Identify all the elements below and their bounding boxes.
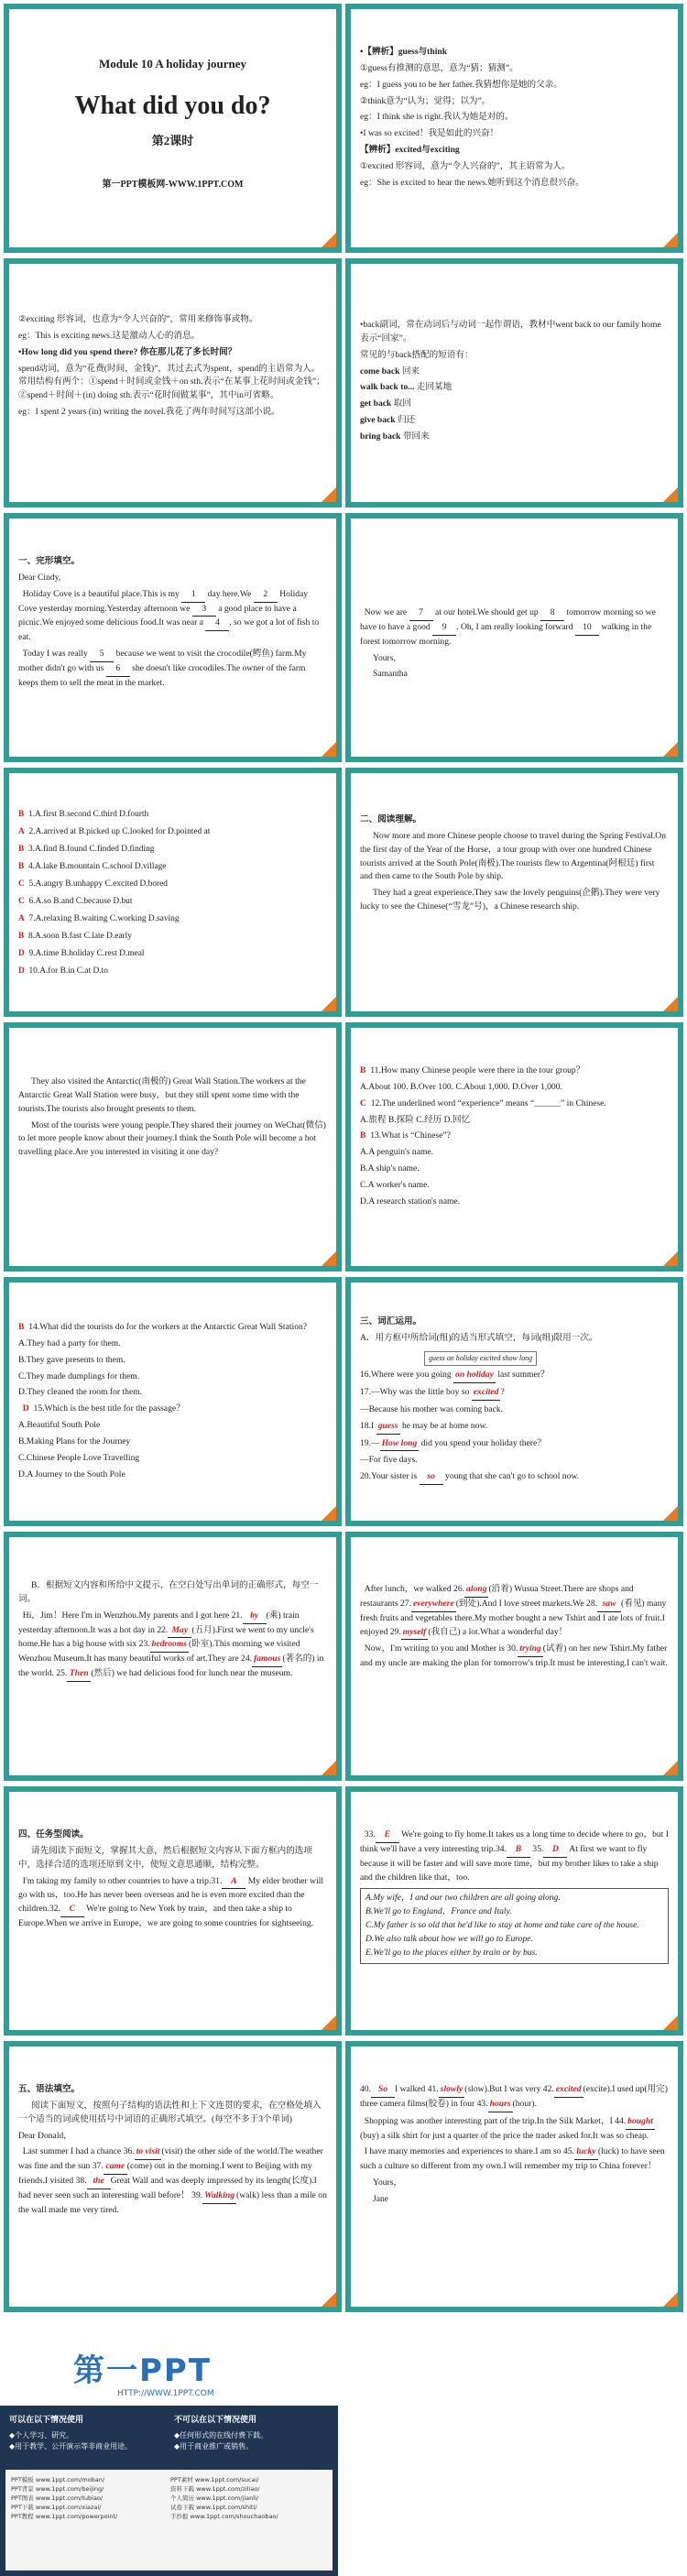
- corner-decoration: [663, 997, 678, 1011]
- phrase-item: give back 归还: [360, 415, 416, 426]
- question: D 15.Which is the best title for the passage？: [22, 1403, 185, 1414]
- allowed-title: 可以在以下情况使用: [9, 2416, 84, 2425]
- exercise: 20.Your sister is so young that she can't go to school now.: [360, 1470, 669, 1485]
- blank[interactable]: 7: [409, 606, 433, 621]
- signature: Jane: [373, 2194, 389, 2205]
- corner-decoration: [322, 487, 336, 502]
- answer-blank[interactable]: bought: [626, 2115, 655, 2130]
- blank[interactable]: 5: [90, 648, 114, 662]
- blank[interactable]: 9: [432, 621, 456, 636]
- corner-decoration: [663, 487, 678, 502]
- corner-decoration: [663, 742, 678, 757]
- passage: 40. So I walked 41. slowly (slow).But I was very 42. excited (excite).I used up(用完) three camera films(胶卷) in four 43. hours (hour).: [360, 2083, 669, 2112]
- answer-blank[interactable]: Then: [67, 1667, 91, 1682]
- forbidden-text: ◆任何形式的在线付费下载。 ◆用于商业推广或销售。: [174, 2430, 268, 2450]
- corner-decoration: [663, 1251, 678, 1266]
- option-row: C 6.A.so B.and C.because D.but: [18, 896, 133, 906]
- section-heading: 五、语法填空。: [18, 2084, 81, 2094]
- corner-decoration: [322, 2292, 336, 2307]
- site-label: 第一PPT模板网-WWW.1PPT.COM: [102, 179, 244, 190]
- slide-title[interactable]: [4, 4, 342, 253]
- option-row: B 1.A.first B.second C.third D.fourth: [18, 810, 149, 819]
- forbidden-column: [174, 2415, 330, 2452]
- text-line: 【辨析】excited与exciting: [360, 145, 460, 156]
- link-item[interactable]: 手抄报 www.1ppt.com/shouchaobao/: [170, 2513, 278, 2521]
- option: A.My wife，I and our two children are all going along.: [365, 1893, 561, 1904]
- answer-blank[interactable]: famous: [252, 1653, 282, 1667]
- blank[interactable]: 4: [205, 617, 229, 631]
- slide-task-reading-2[interactable]: [345, 1786, 683, 2036]
- option-row: D 10.A.for B.in C.at D.to: [18, 966, 108, 976]
- slide-cloze-1[interactable]: [4, 513, 342, 762]
- corner-decoration: [322, 742, 336, 757]
- answer-blank[interactable]: So: [371, 2083, 395, 2098]
- instruction: B．根据短文内容和所给中文提示，在空白处写出单词的正确形式，每空一词。: [18, 1580, 319, 1604]
- text-line: ②think意为“认为；觉得；以为”。: [360, 95, 491, 106]
- option-row: B 4.A.lake B.mountain C.school D.village: [18, 861, 167, 871]
- blank[interactable]: 8: [540, 606, 564, 621]
- option: E.We'll go to the places either by train or by bus.: [365, 1947, 538, 1958]
- passage: Shopping was another interesting part of the trip.In the Silk Market，I 44. bought(buy) a silk shirt for just a quarter of the price the trader asked for.It was so cheap.: [360, 2115, 653, 2141]
- corner-decoration: [322, 233, 336, 247]
- slide-reading-1[interactable]: [345, 768, 683, 1017]
- option: B.A ship's name.: [360, 1163, 420, 1174]
- slide-task-reading-1[interactable]: [4, 1786, 342, 2036]
- answer-blank[interactable]: to visit: [135, 2145, 162, 2160]
- corner-decoration: [322, 997, 336, 1011]
- phrase-item: walk back to... 走回某地: [360, 382, 453, 393]
- cloze-paragraph: Holiday Cove is a beautiful place.This is my 1 day here.We 2 Holiday Cove yesterday morning.Yesterday afternoon we 3 a good place to have a picnic.We enjoyed some delicious food.It was near a 4 , so we got a lot of fish to eat.: [18, 588, 320, 643]
- lesson-number: 第2课时: [151, 133, 194, 147]
- slide-vocabulary-b1[interactable]: [4, 1532, 342, 1781]
- question: B 14.What did the tourists do for the workers at the Antarctic Great Wall Station?: [18, 1322, 308, 1332]
- text-line: eg：I guess you to be her father.我猜想你是她的父亲。: [360, 79, 562, 90]
- text-line: •【辨析】guess与think: [360, 47, 448, 57]
- answer-blank[interactable]: slowly: [439, 2083, 465, 2098]
- answer-blank[interactable]: on holiday: [453, 1369, 496, 1383]
- link-item[interactable]: 试卷下载 www.1ppt.com/shiti/: [170, 2504, 257, 2512]
- slide-exciting-spend[interactable]: [4, 258, 342, 508]
- blank[interactable]: 2: [254, 588, 278, 603]
- text-line: ①guess有推测的意思，意为“猜；猜测”。: [360, 62, 518, 73]
- exercise: 17.—Why was the little boy so excited ?: [360, 1386, 669, 1401]
- question: B 11.How many Chinese people were there in the tour group？: [360, 1065, 585, 1075]
- phrase-item: come back 回来: [360, 366, 420, 377]
- word-box: guess on holiday excited show long: [424, 1351, 537, 1366]
- answer-blank[interactable]: E: [376, 1828, 399, 1843]
- option-row: A 7.A.relaxing B.waiting C.working D.saving: [18, 913, 180, 923]
- question: B 13.What is “Chinese”?: [360, 1130, 451, 1141]
- text-line: eg：I think she is right.我认为她是对的。: [360, 112, 514, 123]
- option-row: D 9.A.time B.holiday C.rest D.meal: [18, 948, 145, 958]
- question: C 12.The underlined word “experience” means “______” in Chinese.: [360, 1097, 606, 1108]
- text-line: eg：This is exciting news.这是激动人心的消息。: [18, 330, 201, 341]
- option-row: A 2.A.arrived at B.picked up C.looked for D.pointed at: [18, 826, 211, 836]
- slide-guess-think[interactable]: [345, 4, 683, 253]
- blank[interactable]: 3: [192, 603, 216, 617]
- link-item[interactable]: PPT模板 www.1ppt.com/moban/: [11, 2476, 105, 2483]
- corner-decoration: [663, 233, 678, 247]
- passage: Last summer I had a chance 36. to visit (visit) the other side of the world.The weather was fine and the sun 37. came (come) out in the morning.I went to Beijing with my friends.I visited 38. the Great Wall and was deeply impressed by its length(长度).I had never seen such an interesting wall before！ 39. Walking (walk) less than a mile on the wall made me very tired.: [18, 2146, 327, 2215]
- slide-reading-2[interactable]: [4, 1022, 342, 1272]
- options-box: [360, 1888, 669, 1963]
- intro-text: •back副词，常在动词后与动词一起作谓语，教材中went back to our family home表示“回家”。: [360, 320, 661, 344]
- link-item[interactable]: 个人简历 www.1ppt.com/jianli/: [170, 2494, 259, 2503]
- links-panel: [5, 2470, 333, 2571]
- text-line: eg：I spent 2 years (in) writing the novel.我花了两年时间写这部小说。: [18, 407, 280, 418]
- cloze-paragraph: Today I was really 5 because we went to visit the crocodile(鳄鱼) farm.My mother didn't go with us 6 she doesn't like crocodiles.The owner of the farm keeps them to sell the meat in the market.: [18, 649, 307, 688]
- reading-paragraph: Now more and more Chinese people choose to travel during the Spring Festival.On the first day of the Year of the Horse，a tour group with over one hundred Chinese tourists arrived at the South Pole(南极).The tourists flew to Argentina(阿根廷) first and then came to the South Pole by ship.: [360, 830, 666, 882]
- answer-blank[interactable]: How long: [380, 1437, 420, 1452]
- answer-blank[interactable]: bedrooms: [150, 1638, 189, 1653]
- passage: Now，I'm writing to you and Mother is 30. trying (试着) on her new Tshirt.My father and my uncle are making the plan for tomorrow's trip.It must be interesting.I can't wait.: [360, 1643, 668, 1669]
- section-heading: 三、词汇运用。: [360, 1316, 422, 1326]
- link-item[interactable]: PPT下载 www.1ppt.com/xiazai/: [11, 2504, 102, 2512]
- text-line: eg：She is excited to hear the news.她听到这个消息很兴奋。: [360, 177, 584, 188]
- answer-blank[interactable]: everywhere: [411, 1598, 456, 1612]
- reading-paragraph: They had a great experience.They saw the lovely penguins(企鹅).They were very lucky to see the Chinese(“雪龙”号)，a Chinese research ship.: [360, 888, 660, 912]
- answer-blank[interactable]: D: [543, 1843, 567, 1858]
- option: C.A worker's name.: [360, 1180, 430, 1191]
- blank[interactable]: 10: [575, 621, 599, 636]
- passage: I'm taking my family to other countries to have a trip.31. A My elder brother will go with us，too.He has never been overseas and he is even more excited than the children.32. C We're going to New York by train，and then take a ship to Europe.When we arrive in Europe，we are going to some countries for sightseeing.: [18, 1875, 324, 1929]
- allowed-text: ◆个人学习、研究。 ◆用于教学、公开演示等非商业用途。: [9, 2430, 133, 2450]
- link-item[interactable]: PPT教程 www.1ppt.com/powerpoint/: [11, 2513, 118, 2521]
- option: D.A research station's name.: [360, 1195, 461, 1206]
- option: C.Chinese People Love Travelling: [18, 1452, 140, 1463]
- exercise: —For five days.: [360, 1455, 418, 1466]
- text-line: •I was so excited！我是如此的兴奋！: [360, 128, 499, 139]
- corner-decoration: [663, 2292, 678, 2307]
- option: A.A penguin's name.: [360, 1147, 434, 1158]
- option-row: B 8.A.soon B.fast C.late D.early: [18, 931, 132, 941]
- answer-blank[interactable]: guess: [376, 1420, 400, 1435]
- cloze-paragraph: Now we are 7 at our hotel.We should get up 8 tomorrow morning so we have to have a good 9 . Oh, I am really looking forward 10 walking in the forest tomorrow morning.: [360, 607, 656, 647]
- option: B.They gave presents to them.: [18, 1354, 125, 1365]
- link-item[interactable]: 资料下载 www.1ppt.com/ziliao/: [170, 2485, 260, 2494]
- blank[interactable]: 1: [181, 588, 205, 603]
- reading-paragraph: They also visited the Antarctic(南极的) Great Wall Station.The workers at the Antarctic Great Wall Station were busy，but they still spent some time with the tourists.The tourists also brought presents to them.: [18, 1076, 306, 1114]
- brand-logo: 第一PPT: [73, 2352, 213, 2389]
- corner-decoration: [663, 1761, 678, 1775]
- option: C.My father is so old that he'd like to stay at home and take care of the house.: [365, 1920, 639, 1931]
- option: D.They cleaned the room for them.: [18, 1387, 143, 1398]
- link-item[interactable]: PPT背景 www.1ppt.com/beijing/: [11, 2485, 104, 2494]
- greeting: Dear Donald，: [18, 2130, 72, 2141]
- passage: 33. E We're going to fly home.It takes us a long time to decide where to go，but I think we'll have a very interesting trip.34. B 35. D At first we want to fly because it will be faster and will save more time，but my brother likes to take a ship and the children like that，too.: [360, 1829, 669, 1883]
- option: C.They made dumplings for them.: [18, 1370, 140, 1381]
- exercise: 18.I guess he may be at home now.: [360, 1420, 669, 1435]
- exercise: 16.Where were you going on holiday last summer？: [360, 1369, 669, 1383]
- answer-blank[interactable]: myself: [401, 1626, 429, 1641]
- instruction: A．用方框中所给词(组)的适当形式填空，每词(组)限用一次。: [360, 1332, 598, 1343]
- sub-text: 常见的与back搭配的短语有：: [360, 349, 474, 360]
- greeting: Dear Cindy,: [18, 572, 61, 583]
- answer-blank[interactable]: trying: [518, 1643, 542, 1657]
- text-line: ②exciting 形容词，也意为“令人兴奋的”，常用来修饰事或物。: [18, 314, 258, 324]
- section-heading: 二、阅读理解。: [360, 814, 422, 824]
- instruction: 请先阅读下面短文，掌握其大意，然后根据短文内容从下面方框内的选项中，选择合适的选项还原到文中，使短文意思通顺，结构完整。: [18, 1845, 312, 1870]
- link-item[interactable]: PPT图表 www.1ppt.com/tubiao/: [11, 2494, 104, 2503]
- options: A.旅程 B.探险 C.经历 D.回忆: [360, 1114, 471, 1125]
- answer-blank[interactable]: C: [60, 1903, 84, 1917]
- phrase-item: bring back 带回来: [360, 431, 430, 442]
- option: D.We also talk about how we will go to Europe.: [365, 1934, 533, 1945]
- corner-decoration: [322, 1506, 336, 1521]
- corner-decoration: [322, 1761, 336, 1775]
- exercise: —Because his mother was coming back.: [360, 1403, 504, 1414]
- allowed-column: [9, 2415, 165, 2452]
- exercise: 19.— How long did you spend your holiday there？: [360, 1437, 669, 1452]
- option: B.Making Plans for the Journey: [18, 1436, 131, 1447]
- answer-blank[interactable]: lucky: [574, 2145, 598, 2160]
- blank[interactable]: 6: [106, 662, 130, 677]
- text-line: •How long did you spend there? 你在那儿花了多长时间？: [18, 346, 237, 357]
- answer-blank[interactable]: A: [222, 1875, 245, 1890]
- link-item[interactable]: PPT素材 www.1ppt.com/sucai/: [170, 2476, 259, 2483]
- closing: Yours，: [373, 2178, 403, 2189]
- phrase-item: get back 取回: [360, 398, 411, 409]
- answer-blank[interactable]: came: [104, 2160, 127, 2175]
- slide-vocabulary-a[interactable]: [345, 1277, 683, 1526]
- answer-blank[interactable]: so: [420, 1470, 443, 1485]
- closing: Yours,: [373, 652, 396, 663]
- text-line: spend动词，意为“花费(时间，金钱)”，其过去式为spent，spend的主语常为人。常用结构有两个：①spend＋时间或金钱＋on sth.表示“在某事上花时间或金钱”；②spend＋时间＋(in) doing sth.表示“花时间做某事”，其中in可省略。: [18, 363, 325, 401]
- option: B.We'll go to England，France and Italy.: [365, 1906, 512, 1917]
- slide-vocabulary-b2[interactable]: [345, 1532, 683, 1781]
- passage: I have many memories and experiences to share.I am so 45. lucky (luck) to have seen such a culture so different from my own.I will remember my trip to China forever！: [360, 2146, 665, 2172]
- answer-blank[interactable]: by: [243, 1610, 267, 1624]
- option: D.A Journey to the South Pole: [18, 1468, 125, 1479]
- passage: After lunch，we walked 26. along (沿着) Wusua Street.There are shops and restaurants 27. everywhere (到处).And I love street markets.We 28. saw (看见) many fresh fruits and vegetables there.My mother bought a new Tshirt and I ate lots of fruit.I enjoyed 29. myself (我自己) a lot.What a wonderful day！: [360, 1583, 669, 1640]
- slide-grammar-1[interactable]: [4, 2041, 342, 2312]
- answer-blank[interactable]: May: [168, 1624, 191, 1639]
- slide-cloze-answers[interactable]: [4, 768, 342, 1017]
- option: A.They had a party for them.: [18, 1337, 121, 1348]
- slide-questions-14-15[interactable]: [4, 1277, 342, 1526]
- reading-paragraph: Most of the tourists were young people.They shared their journey on WeChat(微信) to let more people know about their journey.I think the South Pole will become a hot travelling place.Are you interested in visiting it one day?: [18, 1119, 326, 1158]
- answer-blank[interactable]: Walking: [202, 2189, 236, 2204]
- signature: Samantha: [373, 669, 408, 680]
- corner-decoration: [663, 1506, 678, 1521]
- module-title: Module 10 A holiday journey: [98, 57, 247, 71]
- instruction: 阅读下面短文，按照句子结构的语法性和上下文连贯的要求，在空格处填入一个适当的词或使用括号中词语的正确形式填空。(每空不多于3个单词): [18, 2100, 322, 2124]
- section-heading: 四、任务型阅读。: [18, 1829, 89, 1839]
- answer-blank[interactable]: hours: [488, 2098, 513, 2112]
- answer-blank[interactable]: saw: [597, 1598, 621, 1612]
- slide-grammar-2[interactable]: [345, 2041, 683, 2312]
- brand-url[interactable]: HTTP://WWW.1PPT.COM: [117, 2389, 214, 2398]
- option-row: C 5.A.angry B.unhappy C.excited D.bored: [18, 879, 168, 889]
- slide-back-phrases[interactable]: [345, 258, 683, 508]
- passage: Hi，Jim！Here I'm in Wenzhou.My parents and I got here 21. by (乘) train yesterday afternoon.It was a hot day in 22. May (五月).First we went to my uncle's home.He has a big house with six 23. bedrooms (卧室).This morning we visited Wenzhou Museum.It has many beautiful works of art.They are 24. famous (著名的) in the world. 25. Then (然后) we had delicious food for lunch near the museum.: [18, 1610, 327, 1682]
- answer-blank[interactable]: excited: [554, 2083, 583, 2098]
- lesson-title: What did you do?: [74, 92, 271, 121]
- section-heading: 一、完形填空。: [18, 556, 81, 566]
- usage-panel: [0, 2406, 338, 2576]
- option-row: B 3.A.find B.found C.finded D.finding: [18, 844, 155, 854]
- slide-cloze-2[interactable]: [345, 513, 683, 762]
- options: A.About 100. B.Over 100. C.About 1,000. D.Over 1,000.: [360, 1081, 562, 1092]
- corner-decoration: [663, 2015, 678, 2030]
- text-line: ①excited 形容词，意为“令人兴奋的”，其主语常为人。: [360, 161, 571, 172]
- corner-decoration: [322, 1251, 336, 1266]
- answer-blank[interactable]: along: [464, 1583, 488, 1598]
- answer-blank[interactable]: B: [507, 1843, 530, 1858]
- option: A.Beautiful South Pole: [18, 1420, 101, 1431]
- answer-blank[interactable]: the: [87, 2175, 111, 2189]
- forbidden-title: 不可以在以下情况使用: [174, 2416, 257, 2425]
- promo-panel: [0, 2318, 338, 2576]
- corner-decoration: [322, 2015, 336, 2030]
- slide-questions-11-13[interactable]: [345, 1022, 683, 1272]
- answer-blank[interactable]: excited: [472, 1386, 501, 1401]
